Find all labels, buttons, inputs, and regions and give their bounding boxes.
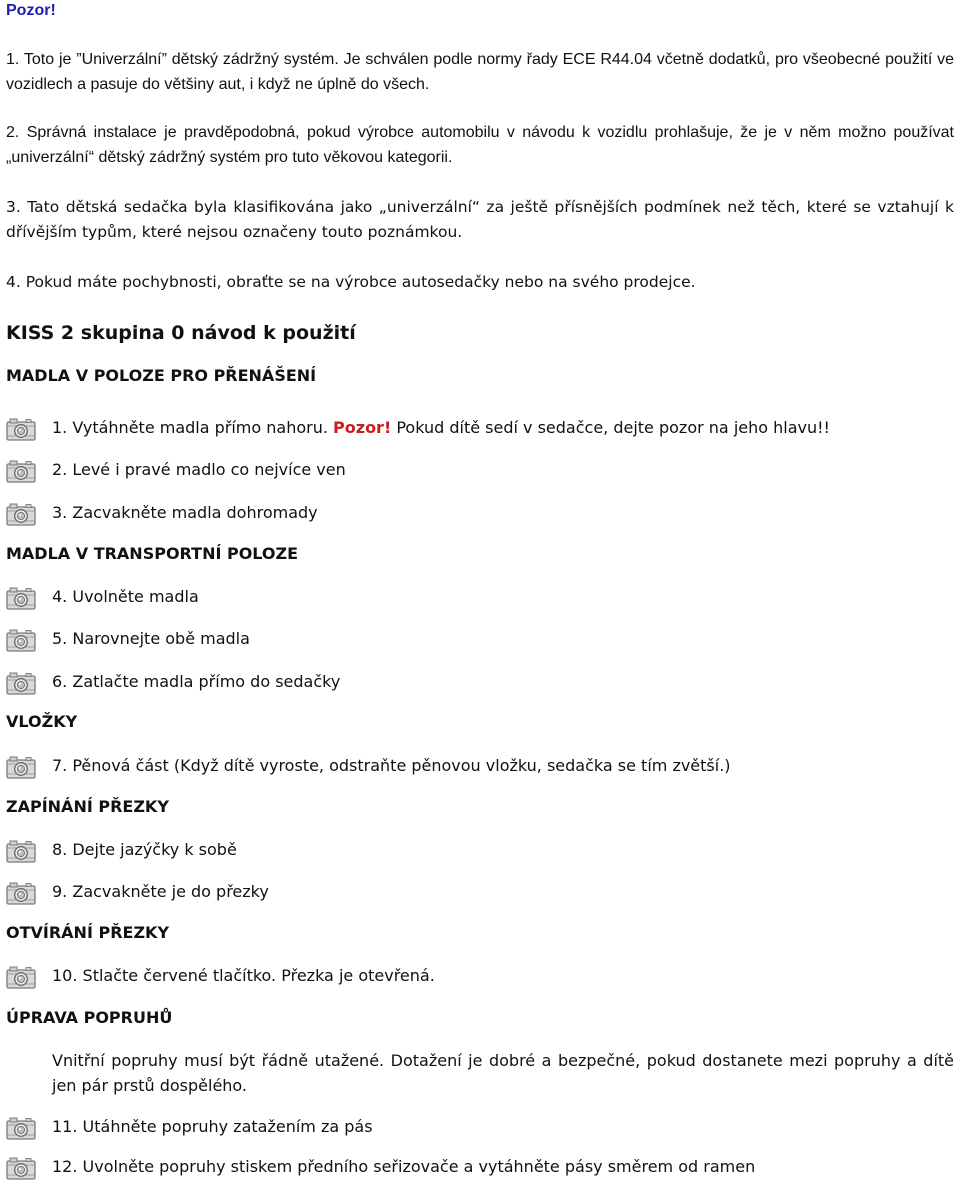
section-heading-inserts: VLOŽKY	[6, 712, 78, 731]
step-1-text	[52, 418, 830, 437]
paragraph-4: 4. Pokud máte pochybnosti, obraťte se na výrobce autosedačky nebo na svého prodejce.	[6, 273, 696, 291]
step-4-text: 4. Uvolněte madla	[52, 587, 199, 606]
step-3-text: 3. Zacvakněte madla dohromady	[52, 503, 318, 522]
camera-icon	[6, 502, 36, 526]
camera-icon	[6, 586, 36, 610]
step-2-text: 2. Levé i pravé madlo co nejvíce ven	[52, 460, 346, 479]
paragraph-3: 3. Tato dětská sedačka byla klasifikována jako „univerzální“ za ještě přísnějších podmínek než těch, které se vztahují k dřívějším typům, které nejsou označeny touto poznámkou.	[6, 198, 954, 241]
paragraph-1: 1. Toto je ”Univerzální” dětský zádržný systém. Je schválen podle normy řady ECE R44.04 včetně dodatků, pro všeobecné použití ve vozidlech a pasuje do většiny aut, i když ne úplně do všech.	[6, 51, 954, 93]
step-1-note: Pokud dítě sedí v sedačce, dejte pozor na jeho hlavu!!	[391, 418, 830, 437]
document-title: KISS 2 skupina 0 návod k použití	[6, 322, 356, 344]
step-6-text: 6. Zatlačte madla přímo do sedačky	[52, 672, 341, 691]
step-5-text: 5. Narovnejte obě madla	[52, 629, 250, 648]
step-10-text: 10. Stlačte červené tlačítko. Přezka je otevřená.	[52, 966, 435, 985]
step-8-text: 8. Dejte jazýčky k sobě	[52, 840, 237, 859]
camera-icon	[6, 1116, 36, 1140]
step-1-label: 1. Vytáhněte madla přímo nahoru.	[52, 418, 334, 437]
section-heading-carry: MADLA V POLOZE PRO PŘENÁŠENÍ	[6, 366, 317, 385]
step-9-text: 9. Zacvakněte je do přezky	[52, 882, 269, 901]
camera-icon	[6, 965, 36, 989]
paragraph-2: 2. Správná instalace je pravděpodobná, pokud výrobce automobilu v návodu k vozidlu prohlašuje, že je v něm možno používat „univerzální“ dětský zádržný systém pro tuto věkovou kategorii.	[6, 124, 954, 166]
camera-icon	[6, 671, 36, 695]
camera-icon	[6, 1156, 36, 1180]
step-7-text: 7. Pěnová část (Když dítě vyroste, odstraňte pěnovou vložku, sedačka se tím zvětší.)	[52, 756, 731, 775]
camera-icon	[6, 417, 36, 441]
camera-icon	[6, 755, 36, 779]
camera-icon	[6, 839, 36, 863]
step-1-warning: Pozor!	[333, 418, 392, 437]
section-heading-straps: ÚPRAVA POPRUHŮ	[6, 1008, 173, 1027]
camera-icon	[6, 881, 36, 905]
camera-icon	[6, 459, 36, 483]
section-heading-transport: MADLA V TRANSPORTNÍ POLOZE	[6, 544, 299, 563]
step-11-text: 11. Utáhněte popruhy zatažením za pás	[52, 1117, 373, 1136]
section-heading-unbuckle: OTVÍRÁNÍ PŘEZKY	[6, 923, 170, 942]
step-12-text: 12. Uvolněte popruhy stiskem předního seřizovače a vytáhněte pásy směrem od ramen	[52, 1157, 756, 1176]
strap-note: Vnitřní popruhy musí být řádně utažené. Dotažení je dobré a bezpečné, pokud dostanete mezi popruhy a dítě jen pár prstů dospělého.	[52, 1051, 954, 1095]
camera-icon	[6, 628, 36, 652]
section-heading-buckle: ZAPÍNÁNÍ PŘEZKY	[6, 797, 169, 816]
pozor-heading: Pozor!	[6, 2, 56, 19]
